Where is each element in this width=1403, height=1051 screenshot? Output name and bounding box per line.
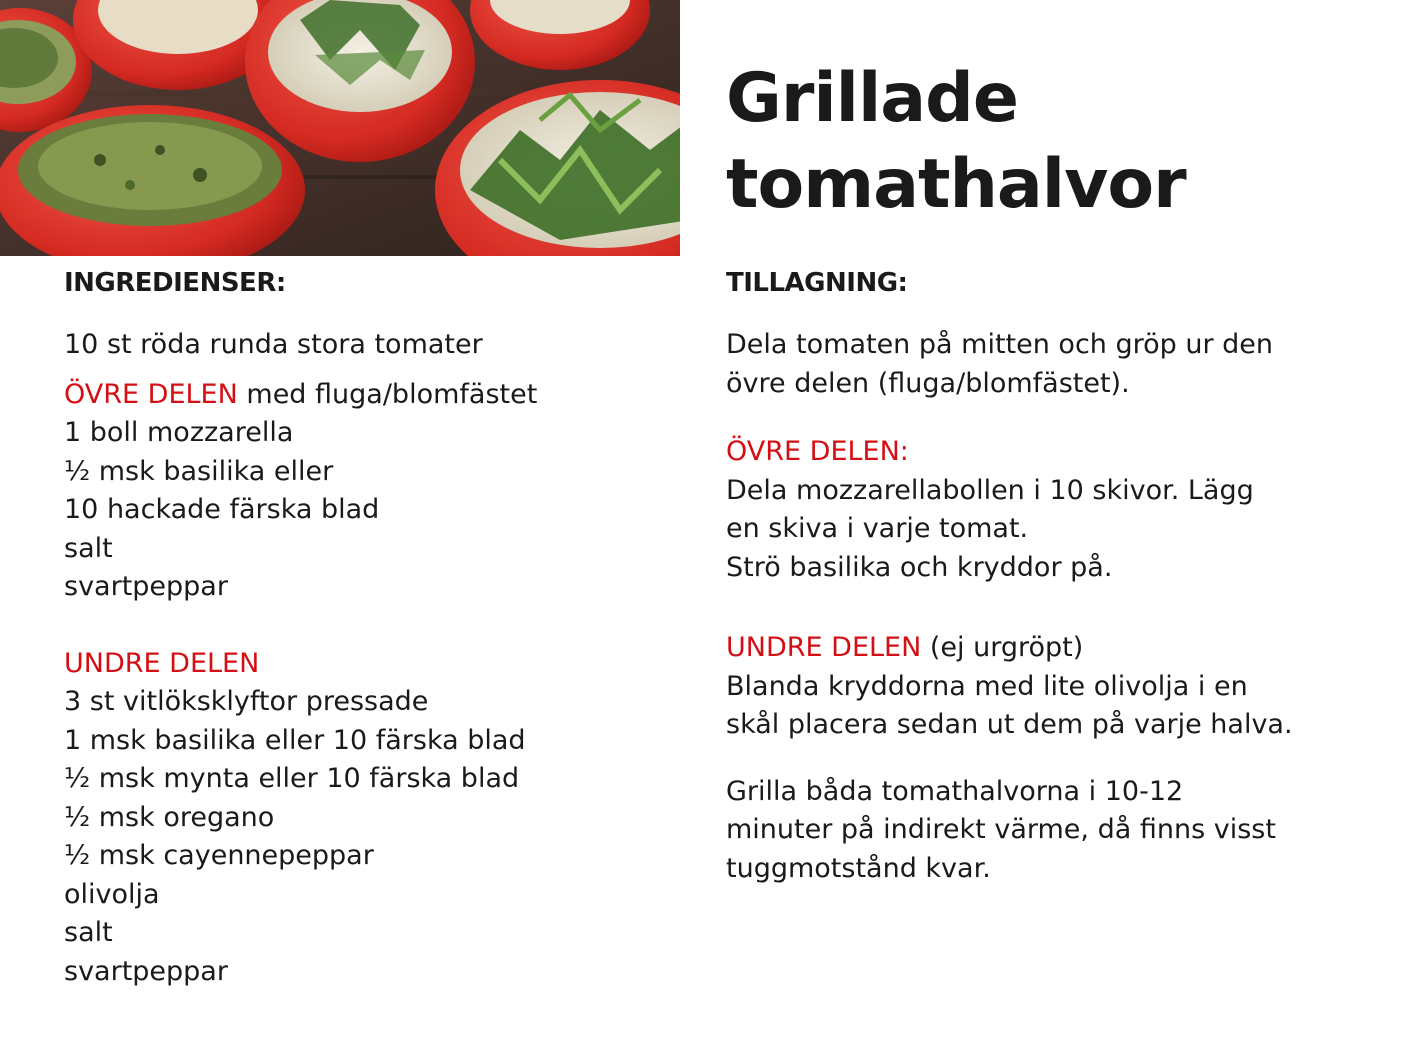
ingredient-item: 1 msk basilika eller 10 färska blad	[64, 724, 526, 756]
ingredients-section	[64, 264, 664, 991]
grilled-tomatoes-image	[0, 0, 680, 256]
preparation-lower-group	[726, 629, 1366, 745]
preparation-upper-group	[726, 433, 1366, 587]
ingredient-item: salt	[64, 532, 113, 564]
ingredient-item: 3 st vitlöksklyftor pressade	[64, 686, 429, 717]
preparation-line: tuggmotstånd kvar.	[726, 852, 991, 884]
upper-part-label: ÖVRE DELEN	[64, 378, 238, 410]
ingredient-main-item: 10 st röda runda stora tomater	[64, 329, 483, 360]
preparation-line: Dela tomaten på mitten och gröp ur den	[726, 329, 1274, 360]
preparation-heading: TILLAGNING:	[726, 268, 908, 298]
ingredient-item: svartpeppar	[64, 571, 228, 602]
recipe-photo	[0, 0, 680, 256]
preparation-line: minuter på indirekt värme, då finns visst	[726, 814, 1276, 845]
preparation-lower-label: UNDRE DELEN	[726, 632, 922, 663]
preparation-line: Grilla båda tomathalvorna i 10-12	[726, 775, 1184, 807]
ingredients-lower-group	[64, 645, 664, 992]
ingredient-item: ½ msk oregano	[64, 801, 275, 833]
ingredient-item: ½ msk cayennepeppar	[64, 840, 374, 871]
preparation-upper-label: ÖVRE DELEN:	[726, 436, 909, 467]
title-line-1: Grillade	[726, 59, 1018, 138]
preparation-line: skål placera sedan ut dem på varje halva.	[726, 709, 1293, 740]
ingredient-item: salt	[64, 917, 113, 948]
upper-part-label-line	[64, 376, 664, 415]
preparation-intro	[726, 326, 1366, 403]
preparation-lower-label-line	[726, 629, 1366, 668]
ingredient-item: olivolja	[64, 878, 160, 910]
lower-part-label: UNDRE DELEN	[64, 647, 260, 679]
ingredients-heading: INGREDIENSER:	[64, 268, 286, 298]
recipe-title	[726, 56, 1366, 228]
ingredient-item: 10 hackade färska blad	[64, 494, 380, 525]
ingredients-upper-group	[64, 376, 664, 607]
preparation-line: Dela mozzarellabollen i 10 skivor. Lägg	[726, 474, 1254, 506]
preparation-line: Strö basilika och kryddor på.	[726, 551, 1113, 583]
ingredient-item: ½ msk mynta eller 10 färska blad	[64, 763, 520, 794]
preparation-lower-label-suffix: (ej urgröpt)	[921, 632, 1084, 663]
preparation-line: övre delen (fluga/blomfästet).	[726, 367, 1130, 399]
preparation-section	[726, 264, 1366, 888]
upper-part-label-suffix: med fluga/blomfästet	[237, 378, 538, 410]
preparation-line: Blanda kryddorna med lite olivolja i en	[726, 670, 1248, 702]
preparation-line: en skiva i varje tomat.	[726, 513, 1029, 544]
preparation-grill-group	[726, 773, 1366, 889]
title-line-2: tomathalvor	[726, 145, 1186, 224]
ingredient-item: svartpeppar	[64, 955, 228, 987]
ingredient-item: 1 boll mozzarella	[64, 417, 294, 448]
ingredient-item: ½ msk basilika eller	[64, 455, 334, 487]
